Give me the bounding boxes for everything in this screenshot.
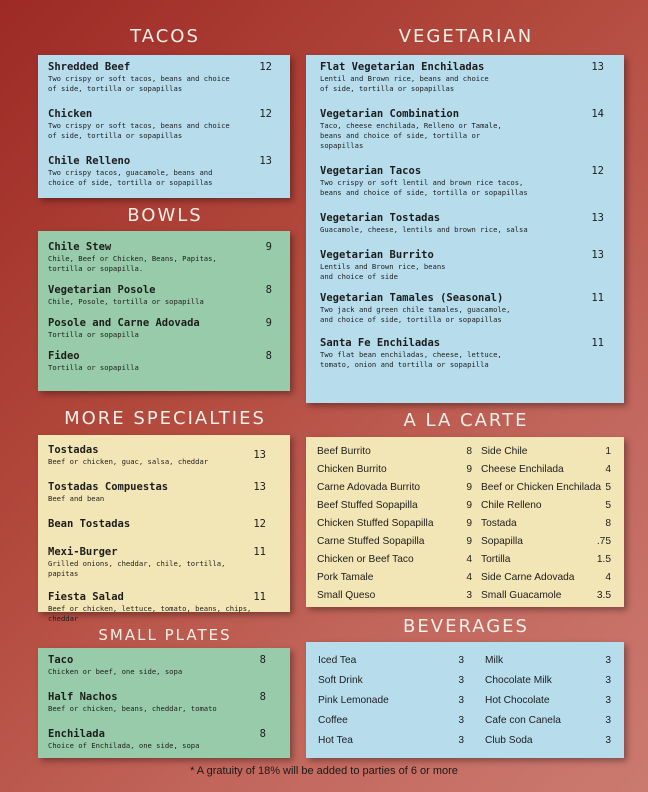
item-name: Tostada [481,517,517,529]
item-description: Two jack and green chile tamales, guacamole, and choice of side, tortilla or sopapillas [320,305,511,324]
item-price: 13 [591,249,604,261]
list-item [317,442,472,460]
menu-item [320,212,604,235]
item-price: 13 [253,449,266,461]
item-name: Coffee [318,714,348,726]
menu-item [48,241,272,274]
item-name: Taco [48,654,74,666]
menu-item [48,317,272,340]
menu-item [320,61,604,94]
item-name: Club Soda [485,734,533,746]
item-price: 8 [605,517,611,529]
item-description: Lentil and Brown rice, beans and choice of side, tortilla or sopapillas [320,74,489,93]
item-name: Small Guacamole [481,589,562,601]
beverages-left-column [318,650,464,750]
item-name: Pork Tamale [317,571,374,583]
item-name: Soft Drink [318,674,363,686]
item-name: Vegetarian Burrito [320,249,434,261]
item-description: Beef or chicken, beans, cheddar, tomato [48,704,217,713]
item-price: 3 [605,694,611,706]
list-item [485,710,611,730]
item-name: Tostadas Compuestas [48,481,169,493]
menu-item [48,284,272,307]
item-price: 9 [466,463,472,475]
menu-item [48,481,266,504]
item-price: 11 [253,546,266,558]
bowls-heading: BOWLS [127,205,203,226]
item-name: Sopapilla [481,535,523,547]
item-description: Chile, Beef or Chicken, Beans, Papitas, tortilla or sopapilla. [48,254,217,273]
item-name: Chicken Burrito [317,463,387,475]
item-name: Vegetarian Posole [48,284,156,296]
list-item [481,442,611,460]
vegetarian-heading: VEGETARIAN [398,26,534,47]
gratuity-footnote: * A gratuity of 18% will be added to parties of 6 or more [190,765,458,777]
item-price: 12 [591,165,604,177]
item-name: Beef Stuffed Sopapilla [317,499,418,511]
item-price: 9 [466,535,472,547]
a-la-carte-right-column [481,442,611,604]
item-name: Shredded Beef [48,61,131,73]
item-price: 4 [466,571,472,583]
item-name: Tortilla [481,553,511,565]
menu-item [320,249,604,282]
menu-item [48,546,266,579]
a-la-carte-heading: A LA CARTE [403,410,529,431]
item-description: Choice of Enchilada, one side, sopa [48,741,200,750]
item-name: Carne Adovada Burrito [317,481,421,493]
menu-item [48,591,266,624]
item-name: Cafe con Canela [485,714,561,726]
list-item [481,568,611,586]
item-price: 3 [458,734,464,746]
small-plates-panel [38,648,290,758]
menu-item [48,61,272,94]
specialties-heading: MORE SPECIALTIES [64,408,266,429]
item-price: 3 [605,714,611,726]
item-price: 8 [259,691,266,703]
list-item [481,496,611,514]
item-price: 8 [265,284,272,296]
item-price: 14 [591,108,604,120]
item-price: 9 [265,241,272,253]
item-price: 9 [466,481,472,493]
item-price: 5 [605,481,611,493]
item-description: Grilled onions, cheddar, chile, tortilla, papitas [48,559,226,578]
item-name: Side Carne Adovada [481,571,575,583]
item-name: Side Chile [481,445,528,457]
item-name: Vegetarian Tamales (Seasonal) [320,292,504,304]
item-name: Bean Tostadas [48,518,131,530]
list-item [317,550,472,568]
item-price: 12 [259,61,272,73]
item-price: 3 [605,674,611,686]
item-name: Chicken [48,108,93,120]
beverages-panel [306,642,624,758]
item-name: Vegetarian Tostadas [320,212,441,224]
item-price: 4 [466,553,472,565]
tacos-panel [38,55,290,198]
item-name: Posole and Carne Adovada [48,317,200,329]
item-description: Two crispy or soft tacos, beans and choice of side, tortilla or sopapillas [48,121,230,140]
item-price: 11 [253,591,266,603]
list-item [481,532,611,550]
list-item [481,514,611,532]
menu-item [320,337,604,370]
item-name: Chile Relleno [481,499,542,511]
menu-item [48,728,266,751]
list-item [318,730,464,750]
a-la-carte-left-column [317,442,472,604]
small-plates-heading: SMALL PLATES [98,626,232,644]
item-name: Pink Lemonade [318,694,389,706]
item-description: Chicken or beef, one side, sopa [48,667,183,676]
item-description: Beef and bean [48,494,105,503]
item-name: Santa Fe Enchiladas [320,337,441,349]
item-name: Half Nachos [48,691,118,703]
item-name: Fiesta Salad [48,591,124,603]
item-price: 11 [591,292,604,304]
item-price: 3 [605,734,611,746]
item-price: 12 [259,108,272,120]
list-item [485,690,611,710]
item-price: 13 [591,212,604,224]
list-item [485,670,611,690]
item-price: 3 [458,674,464,686]
list-item [317,496,472,514]
item-price: 1 [605,445,611,457]
item-name: Tostadas [48,444,99,456]
menu-item [320,108,604,151]
item-price: 3.5 [596,589,611,601]
item-price: 3 [458,654,464,666]
item-price: 8 [466,445,472,457]
beverages-right-column [485,650,611,750]
tacos-heading: TACOS [130,26,200,47]
beverages-heading: BEVERAGES [403,616,529,637]
menu-item [48,691,266,714]
item-price: 12 [253,518,266,530]
list-item [481,586,611,604]
item-price: 9 [265,317,272,329]
menu-item [48,518,266,530]
item-price: 9 [466,517,472,529]
item-price: 13 [253,481,266,493]
item-name: Vegetarian Combination [320,108,460,120]
item-description: Two crispy or soft lentil and brown rice tacos, beans and choice of side, tortilla or sopapillas [320,178,528,197]
item-price: 3 [466,589,472,601]
list-item [317,532,472,550]
list-item [317,568,472,586]
item-description: Tortilla or sopapilla [48,330,139,339]
menu-item [48,108,272,141]
bowls-panel [38,231,290,391]
item-price: 1.5 [596,553,611,565]
item-description: Two flat bean enchiladas, cheese, lettuce, tomato, onion and tortilla or sopapilla [320,350,502,369]
item-name: Cheese Enchilada [481,463,564,475]
item-name: Chile Relleno [48,155,131,167]
item-price: 11 [591,337,604,349]
item-description: Lentils and Brown rice, beans and choice of side [320,262,446,281]
list-item [317,478,472,496]
item-description: Two crispy or soft tacos, beans and choice of side, tortilla or sopapillas [48,74,230,93]
list-item [485,730,611,750]
list-item [481,478,611,496]
item-description: Taco, cheese enchilada, Relleno or Tamale, beans and choice of side, tortilla or sopapillas [320,121,502,150]
item-description: Beef or chicken, guac, salsa, cheddar [48,457,209,466]
item-name: Fideo [48,350,80,362]
item-price: 5 [605,499,611,511]
item-name: Hot Chocolate [485,694,550,706]
menu-item [48,350,272,373]
item-name: Milk [485,654,504,666]
menu-item [48,155,272,188]
item-price: 8 [265,350,272,362]
list-item [318,650,464,670]
item-description: Two crispy tacos, guacamole, beans and choice of side, tortilla or sopapillas [48,168,213,187]
list-item [317,514,472,532]
item-name: Mexi-Burger [48,546,118,558]
item-name: Small Queso [317,589,376,601]
item-price: 8 [259,654,266,666]
item-price: 3 [458,714,464,726]
menu-item [48,444,266,467]
item-name: Enchilada [48,728,105,740]
list-item [481,460,611,478]
item-price: .75 [596,535,611,547]
item-description: Chile, Posole, tortilla or sopapilla [48,297,204,306]
item-price: 13 [259,155,272,167]
item-name: Flat Vegetarian Enchiladas [320,61,485,73]
menu-item [48,654,266,677]
item-price: 4 [605,571,611,583]
item-name: Beef Burrito [317,445,371,457]
item-price: 13 [591,61,604,73]
item-description: Beef or chicken, lettuce, tomato, beans, chips, cheddar [48,604,252,623]
list-item [317,586,472,604]
item-name: Carne Stuffed Sopapilla [317,535,425,547]
list-item [317,460,472,478]
item-price: 8 [259,728,266,740]
item-description: Guacamole, cheese, lentils and brown rice, salsa [320,225,528,234]
vegetarian-panel [306,55,624,403]
menu-item [320,165,604,198]
menu-item [320,292,604,325]
item-price: 3 [458,694,464,706]
list-item [318,670,464,690]
item-description: Tortilla or sopapilla [48,363,139,372]
item-name: Hot Tea [318,734,353,746]
item-name: Vegetarian Tacos [320,165,422,177]
a-la-carte-panel [306,437,624,607]
item-name: Chicken Stuffed Sopapilla [317,517,434,529]
item-price: 4 [605,463,611,475]
list-item [485,650,611,670]
item-name: Iced Tea [318,654,357,666]
specialties-panel [38,435,290,623]
item-price: 3 [605,654,611,666]
list-item [318,690,464,710]
item-name: Chile Stew [48,241,112,253]
item-name: Beef or Chicken Enchilada [481,481,602,493]
list-item [481,550,611,568]
item-price: 9 [466,499,472,511]
item-name: Chicken or Beef Taco [317,553,414,565]
item-name: Chocolate Milk [485,674,552,686]
list-item [318,710,464,730]
